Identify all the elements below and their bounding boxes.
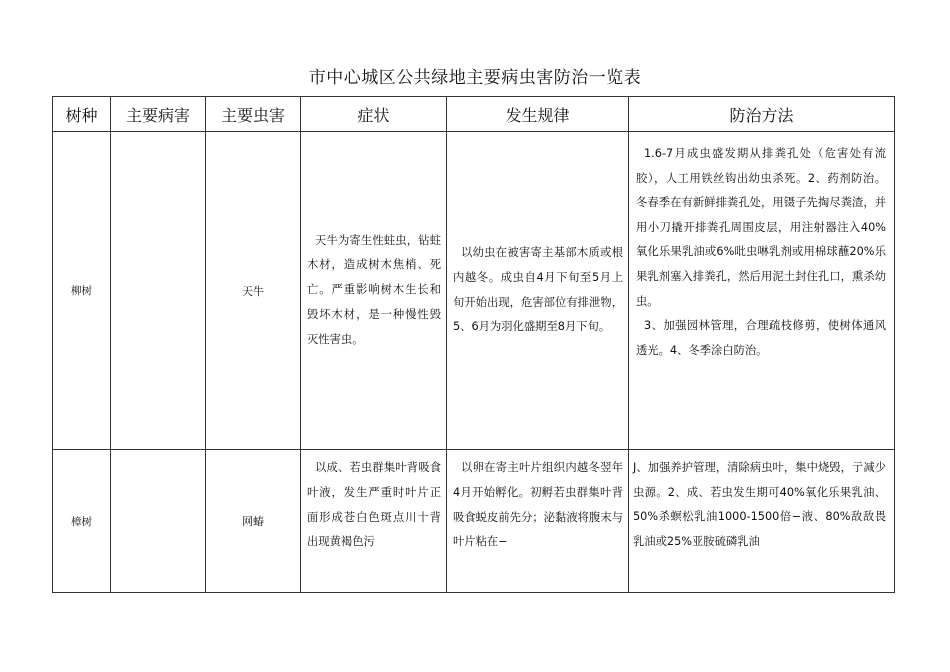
method-text: J、加强养护管理，清除病虫叶，集中烧毁，亍减少虫源。2、成、若虫发生期可40%氧化乐果乳油、50%杀螟松乳油1000-1500倍−液、80%敌敌畏乳油或25%亚胺硫磷乳油 [633, 461, 886, 548]
table-row [53, 450, 895, 593]
pattern-text: 以幼虫在被害寄主基部木质或根内越冬。成虫自4月下旬至5月上旬开始出现，危害部位有排泄物，5、6月为羽化盛期至8月下旬。 [453, 245, 623, 334]
cell-method [629, 132, 895, 450]
pattern-text: 以卵在寄主叶片组织内越冬翌年4月开始孵化。初孵若虫群集叶背吸食蜕皮前先分；泌黏液将腹末与叶片粘在− [453, 461, 623, 549]
page-title: 市中心城区公共绿地主要病虫害防治一览表 [308, 68, 642, 88]
pest-control-table [52, 96, 895, 593]
header-disease: 主要病害 [111, 97, 206, 132]
cell-tree: 柳树 [53, 132, 111, 450]
cell-method [629, 450, 895, 593]
symptom-text: 以成、若虫群集叶背吸食叶液，发生严重时叶片正面形成苍白色斑点川十背出现黄褐色污 [307, 461, 441, 549]
method-paragraph: 3、加强园林管理，合理疏枝修剪，使树体通风透光。4、冬季涂白防治。 [636, 319, 886, 357]
cell-symptom [301, 450, 447, 593]
cell-disease [111, 132, 206, 450]
header-pest: 主要虫害 [206, 97, 301, 132]
cell-disease [111, 450, 206, 593]
method-paragraph: 1.6-7月成虫盛发期从排粪孔处（危害处有流胶），人工用铁丝钩出幼虫杀死。2、药剂防治。冬春季在有新鲜排粪孔处，用镊子先掏尽粪渣，并用小刀撬开排粪孔周围皮层，用注射器注入40%氧化乐果乳油或6%吡虫啉乳剂或用棉球蘸20%乐果乳剂塞入排粪孔，然后用泥土封住孔口，熏杀幼虫。 [636, 147, 886, 308]
cell-pattern [447, 132, 629, 450]
cell-tree: 樟树 [53, 450, 111, 593]
header-tree: 树种 [53, 97, 111, 132]
header-method: 防治方法 [629, 97, 895, 132]
cell-pest: 天牛 [206, 132, 301, 450]
method-text [629, 132, 894, 363]
cell-pattern [447, 450, 629, 593]
cell-symptom [301, 132, 447, 450]
header-symptom: 症状 [301, 97, 447, 132]
cell-pest: 网蝽 [206, 450, 301, 593]
header-row [53, 97, 895, 132]
header-pattern: 发生规律 [447, 97, 629, 132]
symptom-text: 天牛为寄生性蛀虫，钻蛀木材，造成树木焦梢、死亡。严重影响树木生长和毁坏木材，是一种慢性毁灭性害虫。 [307, 233, 441, 346]
table-row [53, 132, 895, 450]
